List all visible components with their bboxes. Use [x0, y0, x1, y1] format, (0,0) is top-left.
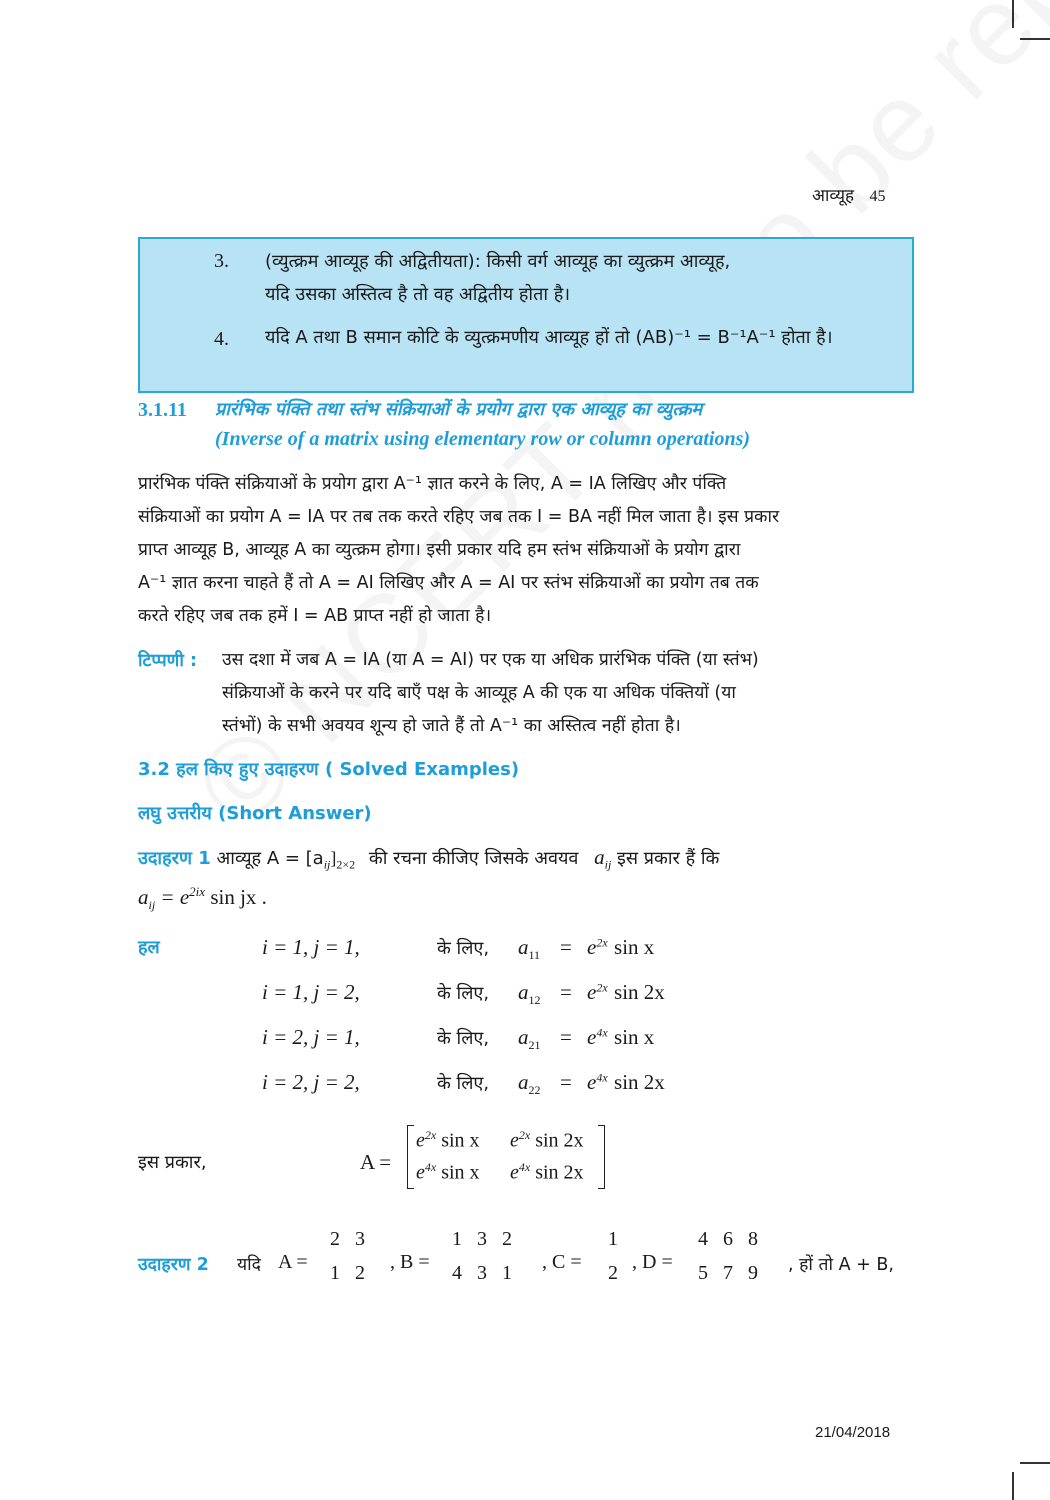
- row-for: के लिए,: [437, 938, 490, 959]
- row-equals: =: [560, 980, 572, 1004]
- subscript: 2×2: [336, 857, 356, 872]
- section-paragraph: [138, 468, 779, 633]
- e: e: [416, 1129, 425, 1152]
- solution-condition: [262, 1070, 360, 1095]
- box-item-4-text: यदि A तथा B समान कोटि के व्युत्क्रमणीय आव्यूह हों तो (AB)⁻¹ = B⁻¹A⁻¹ होता है।: [265, 327, 833, 348]
- matrix-B-top: 1 3 2: [452, 1228, 512, 1250]
- row-e: e: [587, 1070, 597, 1094]
- row-for: के लिए,: [437, 983, 490, 1004]
- solution-value: [587, 935, 654, 960]
- solution-condition: [262, 935, 360, 960]
- solution-value: [587, 1070, 665, 1095]
- matrix-right-bracket: [598, 1125, 605, 1189]
- section-title-english: (Inverse of a matrix using elementary row or column operations): [215, 428, 751, 450]
- solution-element: [518, 1025, 541, 1053]
- note-label: टिप्पणी :: [138, 651, 197, 671]
- note-line: संक्रियाओं के करने पर यदि बाएँ पक्ष के आव्यूह A की एक या अधिक पंक्तियों (या: [222, 683, 736, 703]
- footer-date: 21/04/2018: [815, 1424, 891, 1441]
- matrix-A-top: 2 3: [330, 1228, 365, 1250]
- e: e: [510, 1129, 519, 1152]
- row-rhs: sin 2x: [614, 1070, 665, 1094]
- matrix-D-bottom: 5 7 9: [698, 1262, 758, 1284]
- solution-equals: [560, 1070, 572, 1095]
- row-lhs: a: [518, 1025, 529, 1049]
- superscript: 4x: [518, 1160, 531, 1174]
- solved-examples-heading: 3.2 हल किए हुए उदाहरण ( Solved Examples): [138, 759, 520, 780]
- note-text: [222, 644, 759, 743]
- e: e: [510, 1161, 519, 1184]
- paragraph-line: करते रहिए जब तक हमें I = AB प्राप्त नहीं हो जाता है।: [138, 606, 492, 626]
- row-superscript: 2x: [596, 980, 608, 995]
- row-for: के लिए,: [437, 1073, 490, 1094]
- box-item-3-line-1: (व्युत्क्रम आव्यूह की अद्वितीयता): किसी वर्ग आव्यूह का व्युत्क्रम आव्यूह,: [265, 251, 731, 272]
- solution-condition: [262, 980, 360, 1005]
- row-condition: i = 2, j = 2,: [262, 1070, 360, 1094]
- example-2-D-eq: , D =: [632, 1251, 673, 1273]
- matrix-C-top: 1: [608, 1228, 618, 1250]
- solution-equals: [560, 935, 572, 960]
- matrix-entry-22: [510, 1160, 584, 1185]
- example-2-tail: , हों तो A + B,: [788, 1255, 894, 1275]
- superscript: 2x: [424, 1128, 437, 1142]
- matrix-left-bracket: [407, 1125, 414, 1189]
- paragraph-line: संक्रियाओं का प्रयोग A = IA पर तब तक करते रहिए जब तक I = BA नहीं मिल जाता है। इस प्रकार: [138, 507, 780, 527]
- subscript: ij: [604, 857, 612, 872]
- row-lhs: a: [518, 1070, 529, 1094]
- box-item-3-line-2: यदि उसका अस्तित्व है तो वह अद्वितीय होता है।: [265, 284, 571, 305]
- paragraph-line: प्रारंभिक पंक्ति संक्रियाओं के प्रयोग द्वारा A⁻¹ ज्ञात करने के लिए, A = IA लिखिए और पंक्ति: [138, 474, 727, 494]
- row-subscript: 12: [528, 993, 541, 1007]
- row-rhs: sin x: [614, 935, 655, 959]
- paragraph-line: प्राप्त आव्यूह B, आव्यूह A का व्युत्क्रम होगा। इसी प्रकार यदि हम स्तंभ संक्रियाओं के प्रयोग द्वारा: [138, 540, 741, 560]
- solution-for-label: [437, 935, 489, 960]
- solution-for-label: [437, 980, 489, 1005]
- row-subscript: 21: [528, 1038, 541, 1052]
- formula-lhs: a: [138, 885, 149, 909]
- solution-condition: [262, 1025, 360, 1050]
- row-condition: i = 2, j = 1,: [262, 1025, 360, 1049]
- paragraph-line: A⁻¹ ज्ञात करना चाहते हैं तो A = AI लिखिए और A = AI पर स्तंभ संक्रियाओं का प्रयोग तब तक: [138, 573, 759, 593]
- matrix-entry-21: [416, 1160, 480, 1185]
- matrix-B-bottom: 4 3 1: [452, 1262, 512, 1284]
- row-subscript: 11: [528, 948, 541, 962]
- row-superscript: 2x: [596, 935, 608, 950]
- box-item-4-number: 4.: [214, 328, 229, 350]
- example-1-formula: [138, 884, 267, 913]
- element-symbol: a: [594, 845, 605, 869]
- crop-mark-bottom-vertical: [1012, 1472, 1014, 1500]
- note-line: स्तंभों) के सभी अवयव शून्य हो जाते हैं तो A⁻¹ का अस्तित्व नहीं होता है।: [222, 716, 681, 736]
- example-2-if: यदि: [237, 1255, 261, 1275]
- solution-element: [518, 935, 540, 963]
- entry-rest: sin 2x: [535, 1129, 584, 1152]
- row-condition: i = 1, j = 1,: [262, 935, 360, 959]
- row-rhs: sin x: [614, 1025, 655, 1049]
- matrix-entry-11: [416, 1128, 480, 1153]
- row-condition: i = 1, j = 2,: [262, 980, 360, 1004]
- row-e: e: [587, 1025, 597, 1049]
- matrix-C-bottom: 2: [608, 1262, 618, 1284]
- formula-eq: = e: [160, 885, 190, 909]
- example-2-B-eq: , B =: [390, 1251, 430, 1273]
- example-1-text-a: आव्यूह A = [a: [216, 848, 324, 869]
- row-e: e: [587, 935, 597, 959]
- thus-label: इस प्रकार,: [138, 1152, 207, 1173]
- box-item-3-number: 3.: [214, 250, 229, 272]
- solution-element: [518, 1070, 541, 1098]
- superscript: 2ix: [189, 884, 206, 899]
- subscript: ij: [148, 898, 156, 913]
- note-line: उस दशा में जब A = IA (या A = AI) पर एक या अधिक प्रारंभिक पंक्ति (या स्तंभ): [222, 650, 759, 670]
- row-superscript: 4x: [596, 1070, 608, 1085]
- superscript: 2x: [518, 1128, 531, 1142]
- solution-for-label: [437, 1070, 489, 1095]
- row-for: के लिए,: [437, 1028, 490, 1049]
- running-header: [812, 183, 885, 206]
- crop-mark-bottom-horizontal: [1020, 1462, 1050, 1464]
- row-lhs: a: [518, 935, 529, 959]
- solution-equals: [560, 1025, 572, 1050]
- example-2-label: उदाहरण 2: [138, 1255, 209, 1275]
- matrix-lhs: A =: [360, 1150, 392, 1174]
- example-2-C-eq: , C =: [542, 1251, 582, 1273]
- row-equals: =: [560, 1025, 572, 1049]
- matrix-entry-12: [510, 1128, 584, 1153]
- formula-rest: sin jx .: [210, 885, 267, 909]
- solution-equals: [560, 980, 572, 1005]
- row-superscript: 4x: [596, 1025, 608, 1040]
- entry-rest: sin x: [441, 1129, 480, 1152]
- row-rhs: sin 2x: [614, 980, 665, 1004]
- example-1-label: उदाहरण 1: [138, 848, 211, 869]
- page-number: 45: [869, 188, 886, 205]
- short-answer-heading: लघु उत्तरीय (Short Answer): [138, 803, 372, 824]
- row-equals: =: [560, 1070, 572, 1094]
- entry-rest: sin x: [441, 1161, 480, 1184]
- e: e: [416, 1161, 425, 1184]
- example-1-text-d: इस प्रकार हैं कि: [617, 848, 720, 869]
- entry-rest: sin 2x: [535, 1161, 584, 1184]
- chapter-title: आव्यूह: [812, 186, 855, 206]
- section-title-hindi: प्रारंभिक पंक्ति तथा स्तंभ संक्रियाओं के प्रयोग द्वारा एक आव्यूह का व्युत्क्रम: [215, 399, 703, 420]
- solution-value: [587, 980, 665, 1005]
- matrix-D-top: 4 6 8: [698, 1228, 758, 1250]
- example-1: [138, 845, 719, 873]
- solution-label: हल: [138, 937, 160, 958]
- matrix-A-bottom: 1 2: [330, 1262, 365, 1284]
- solution-element: [518, 980, 541, 1008]
- row-e: e: [587, 980, 597, 1004]
- example-1-text-c: की रचना कीजिए जिसके अवयव: [368, 848, 579, 869]
- superscript: 4x: [424, 1160, 437, 1174]
- row-subscript: 22: [528, 1083, 541, 1097]
- subscript: ij: [323, 857, 331, 872]
- example-2-A-eq: A =: [278, 1251, 308, 1273]
- row-lhs: a: [518, 980, 529, 1004]
- section-number: 3.1.11: [138, 399, 187, 421]
- row-equals: =: [560, 935, 572, 959]
- solution-value: [587, 1025, 654, 1050]
- solution-for-label: [437, 1025, 489, 1050]
- bracket-close: ]: [330, 848, 337, 868]
